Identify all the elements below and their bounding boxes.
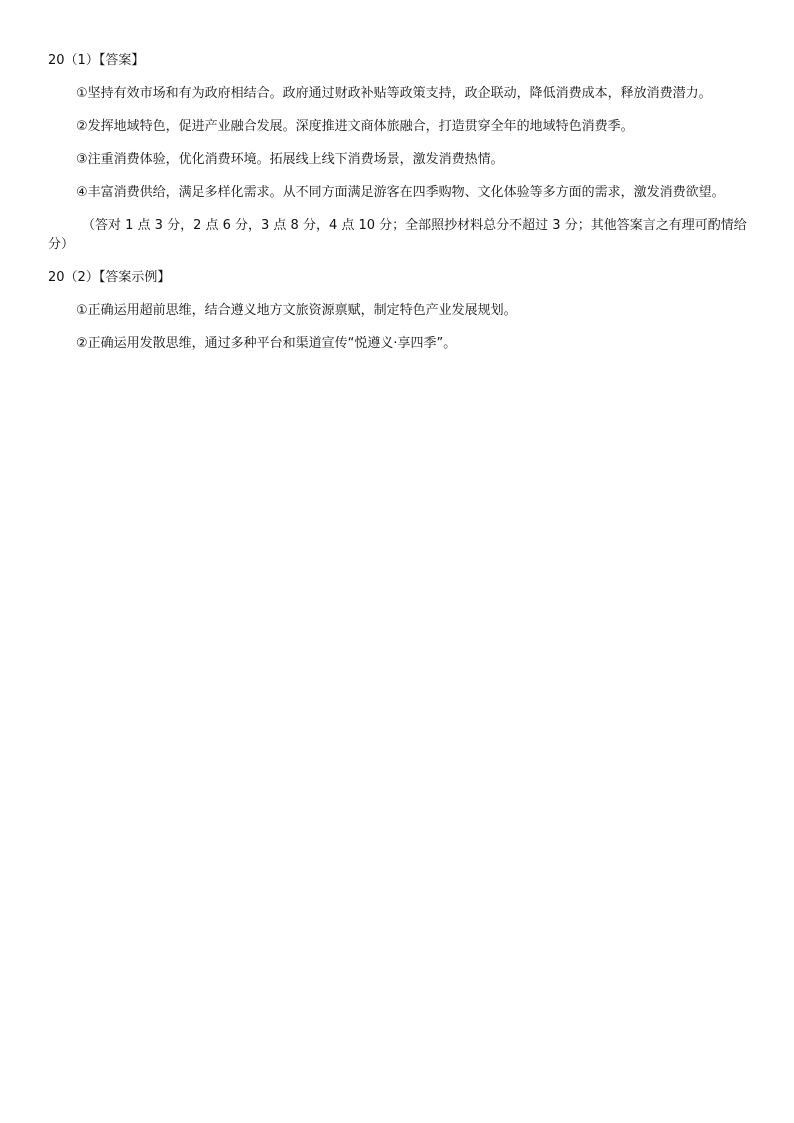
answer-content xyxy=(48,51,748,353)
section-2-heading: 20（2）【答案示例】 xyxy=(48,270,171,285)
section-1-heading: 20（1）【答案】 xyxy=(48,53,145,68)
section-1-item-1: ①坚持有效市场和有为政府相结合。政府通过财政补贴等政策支持，政企联动，降低消费成本，释放消费潜力。 xyxy=(76,86,712,101)
section-2-item-2: ②正确运用发散思维，通过多种平台和渠道宣传“悦遵义·享四季”。 xyxy=(76,336,457,351)
section-1-item-4: ④丰富消费供给，满足多样化需求。从不同方面满足游客在四季购物、文化体验等多方面的需求，激发消费欲望。 xyxy=(76,185,725,200)
scoring-note: （答对 1 点 3 分，2 点 6 分，3 点 8 分，4 点 10 分；全部照抄材料总分不超过 3 分；其他答案言之有理可酌情给分） xyxy=(48,218,747,252)
section-2-item-1: ①正确运用超前思维，结合遵义地方文旅资源禀赋，制定特色产业发展规划。 xyxy=(76,303,517,318)
section-1-item-3: ③注重消费体验，优化消费环境。拓展线上线下消费场景，激发消费热情。 xyxy=(76,152,504,167)
section-1-item-2: ②发挥地域特色，促进产业融合发展。深度推进文商体旅融合，打造贯穿全年的地域特色消费季。 xyxy=(76,119,634,134)
